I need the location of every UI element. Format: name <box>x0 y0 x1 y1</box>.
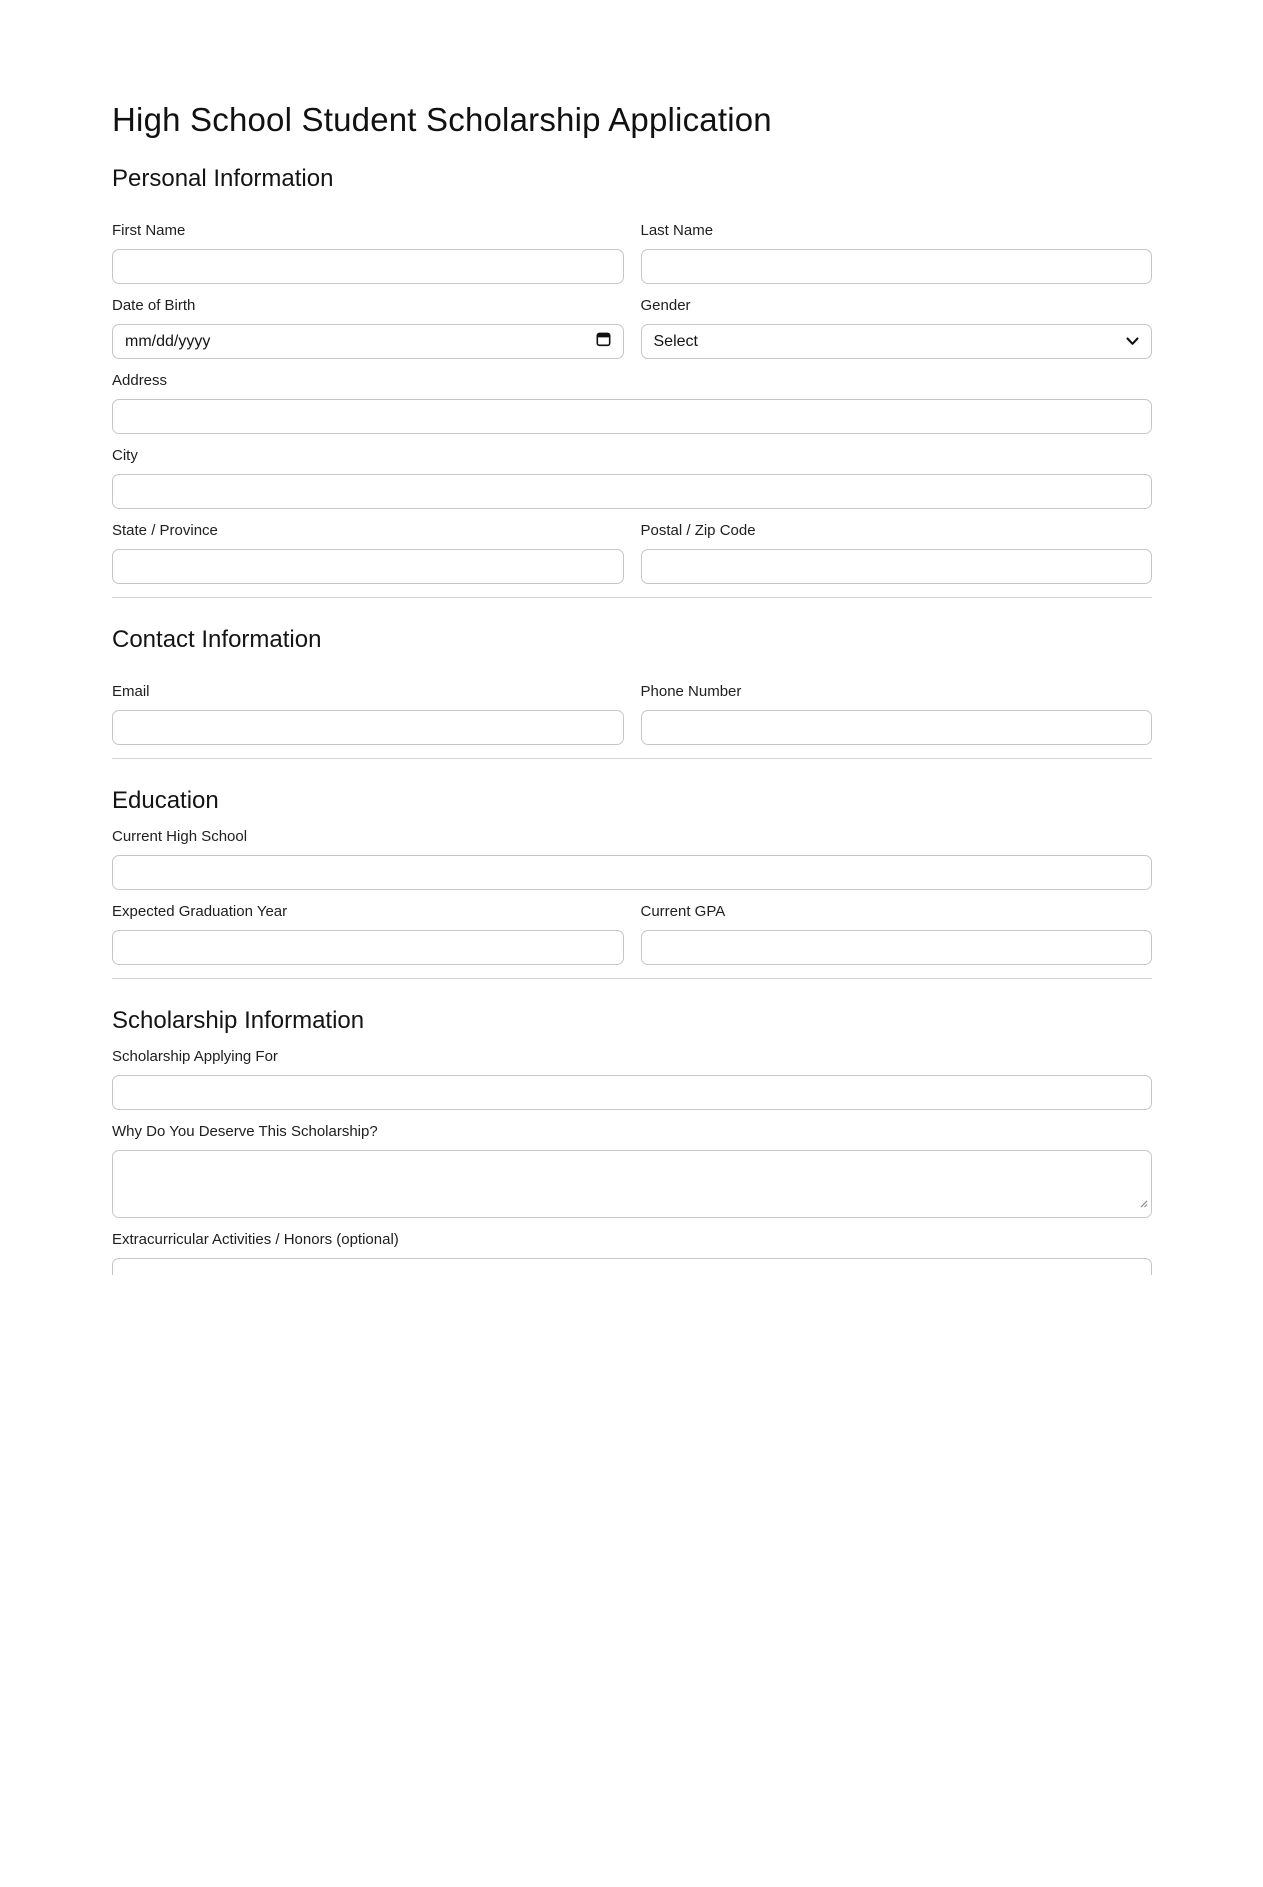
scholarship-applying-for-label: Scholarship Applying For <box>112 1048 278 1065</box>
current-gpa-input[interactable] <box>641 930 1153 965</box>
postal-zip-label: Postal / Zip Code <box>640 522 756 539</box>
dob-field-group <box>112 297 624 359</box>
postal-field-group <box>641 522 1153 584</box>
first-name-field-group <box>112 222 624 284</box>
last-name-input[interactable] <box>641 249 1153 284</box>
current-high-school-input[interactable] <box>112 855 1152 890</box>
row-applying-for <box>112 1048 1152 1110</box>
gpa-field-group <box>641 903 1153 965</box>
postal-zip-input[interactable] <box>641 549 1153 584</box>
gender-select[interactable] <box>641 324 1153 359</box>
last-name-field-group <box>641 222 1153 284</box>
phone-number-label: Phone Number <box>640 683 742 700</box>
email-input[interactable] <box>112 710 624 745</box>
expected-graduation-year-input[interactable] <box>112 930 624 965</box>
row-address <box>112 372 1152 434</box>
page-title: High School Student Scholarship Application <box>112 101 772 138</box>
why-deserve-label: Why Do You Deserve This Scholarship? <box>112 1123 378 1140</box>
section-personal-information <box>112 164 1152 584</box>
date-of-birth-label: Date of Birth <box>112 297 196 314</box>
phone-number-input[interactable] <box>641 710 1153 745</box>
city-label: City <box>112 447 138 464</box>
extracurricular-textarea-clip <box>112 1258 1152 1275</box>
current-gpa-label: Current GPA <box>640 903 726 920</box>
state-province-input[interactable] <box>112 549 624 584</box>
first-name-input[interactable] <box>112 249 624 284</box>
scholarship-information-heading: Scholarship Information <box>112 1007 365 1034</box>
extracurricular-label: Extracurricular Activities / Honors (optional) <box>112 1231 399 1248</box>
gender-label: Gender <box>640 297 691 314</box>
email-label: Email <box>112 683 150 700</box>
section-scholarship-information <box>112 1006 1152 1275</box>
section-contact-information <box>112 625 1152 745</box>
city-field-group <box>112 447 1152 509</box>
row-why-deserve <box>112 1123 1152 1218</box>
row-high-school <box>112 828 1152 890</box>
address-field-group <box>112 372 1152 434</box>
gender-field-group <box>641 297 1153 359</box>
chevron-down-icon <box>1126 333 1139 351</box>
high-school-field-group <box>112 828 1152 890</box>
extracurricular-field-group <box>112 1231 1152 1275</box>
applying-for-field-group <box>112 1048 1152 1110</box>
contact-information-heading: Contact Information <box>112 626 322 653</box>
scholarship-applying-for-input[interactable] <box>112 1075 1152 1110</box>
calendar-icon[interactable] <box>596 331 611 352</box>
section-divider <box>112 758 1152 759</box>
last-name-label: Last Name <box>640 222 714 239</box>
address-input[interactable] <box>112 399 1152 434</box>
personal-information-heading: Personal Information <box>112 165 334 192</box>
section-divider <box>112 978 1152 979</box>
date-of-birth-input[interactable] <box>112 324 624 359</box>
grad-year-field-group <box>112 903 624 965</box>
why-deserve-field-group <box>112 1123 1152 1218</box>
current-high-school-label: Current High School <box>112 828 248 845</box>
extracurricular-textarea[interactable] <box>112 1258 1152 1275</box>
section-education <box>112 786 1152 965</box>
gender-selected-option: Select <box>653 332 698 350</box>
row-city <box>112 447 1152 509</box>
row-dob-gender <box>112 297 1152 359</box>
first-name-label: First Name <box>112 222 186 239</box>
why-deserve-textarea[interactable] <box>112 1150 1152 1218</box>
expected-graduation-year-label: Expected Graduation Year <box>112 903 288 920</box>
section-divider <box>112 597 1152 598</box>
why-deserve-textarea-wrap <box>112 1150 1152 1218</box>
address-label: Address <box>112 372 168 389</box>
row-extracurricular <box>112 1231 1152 1275</box>
row-name <box>112 222 1152 284</box>
row-email-phone <box>112 683 1152 745</box>
email-field-group <box>112 683 624 745</box>
date-placeholder: mm/dd/yyyy <box>125 332 211 350</box>
city-input[interactable] <box>112 474 1152 509</box>
state-province-label: State / Province <box>112 522 218 539</box>
phone-field-group <box>641 683 1153 745</box>
education-heading: Education <box>112 787 219 814</box>
state-field-group <box>112 522 624 584</box>
row-state-postal <box>112 522 1152 584</box>
row-gradyear-gpa <box>112 903 1152 965</box>
